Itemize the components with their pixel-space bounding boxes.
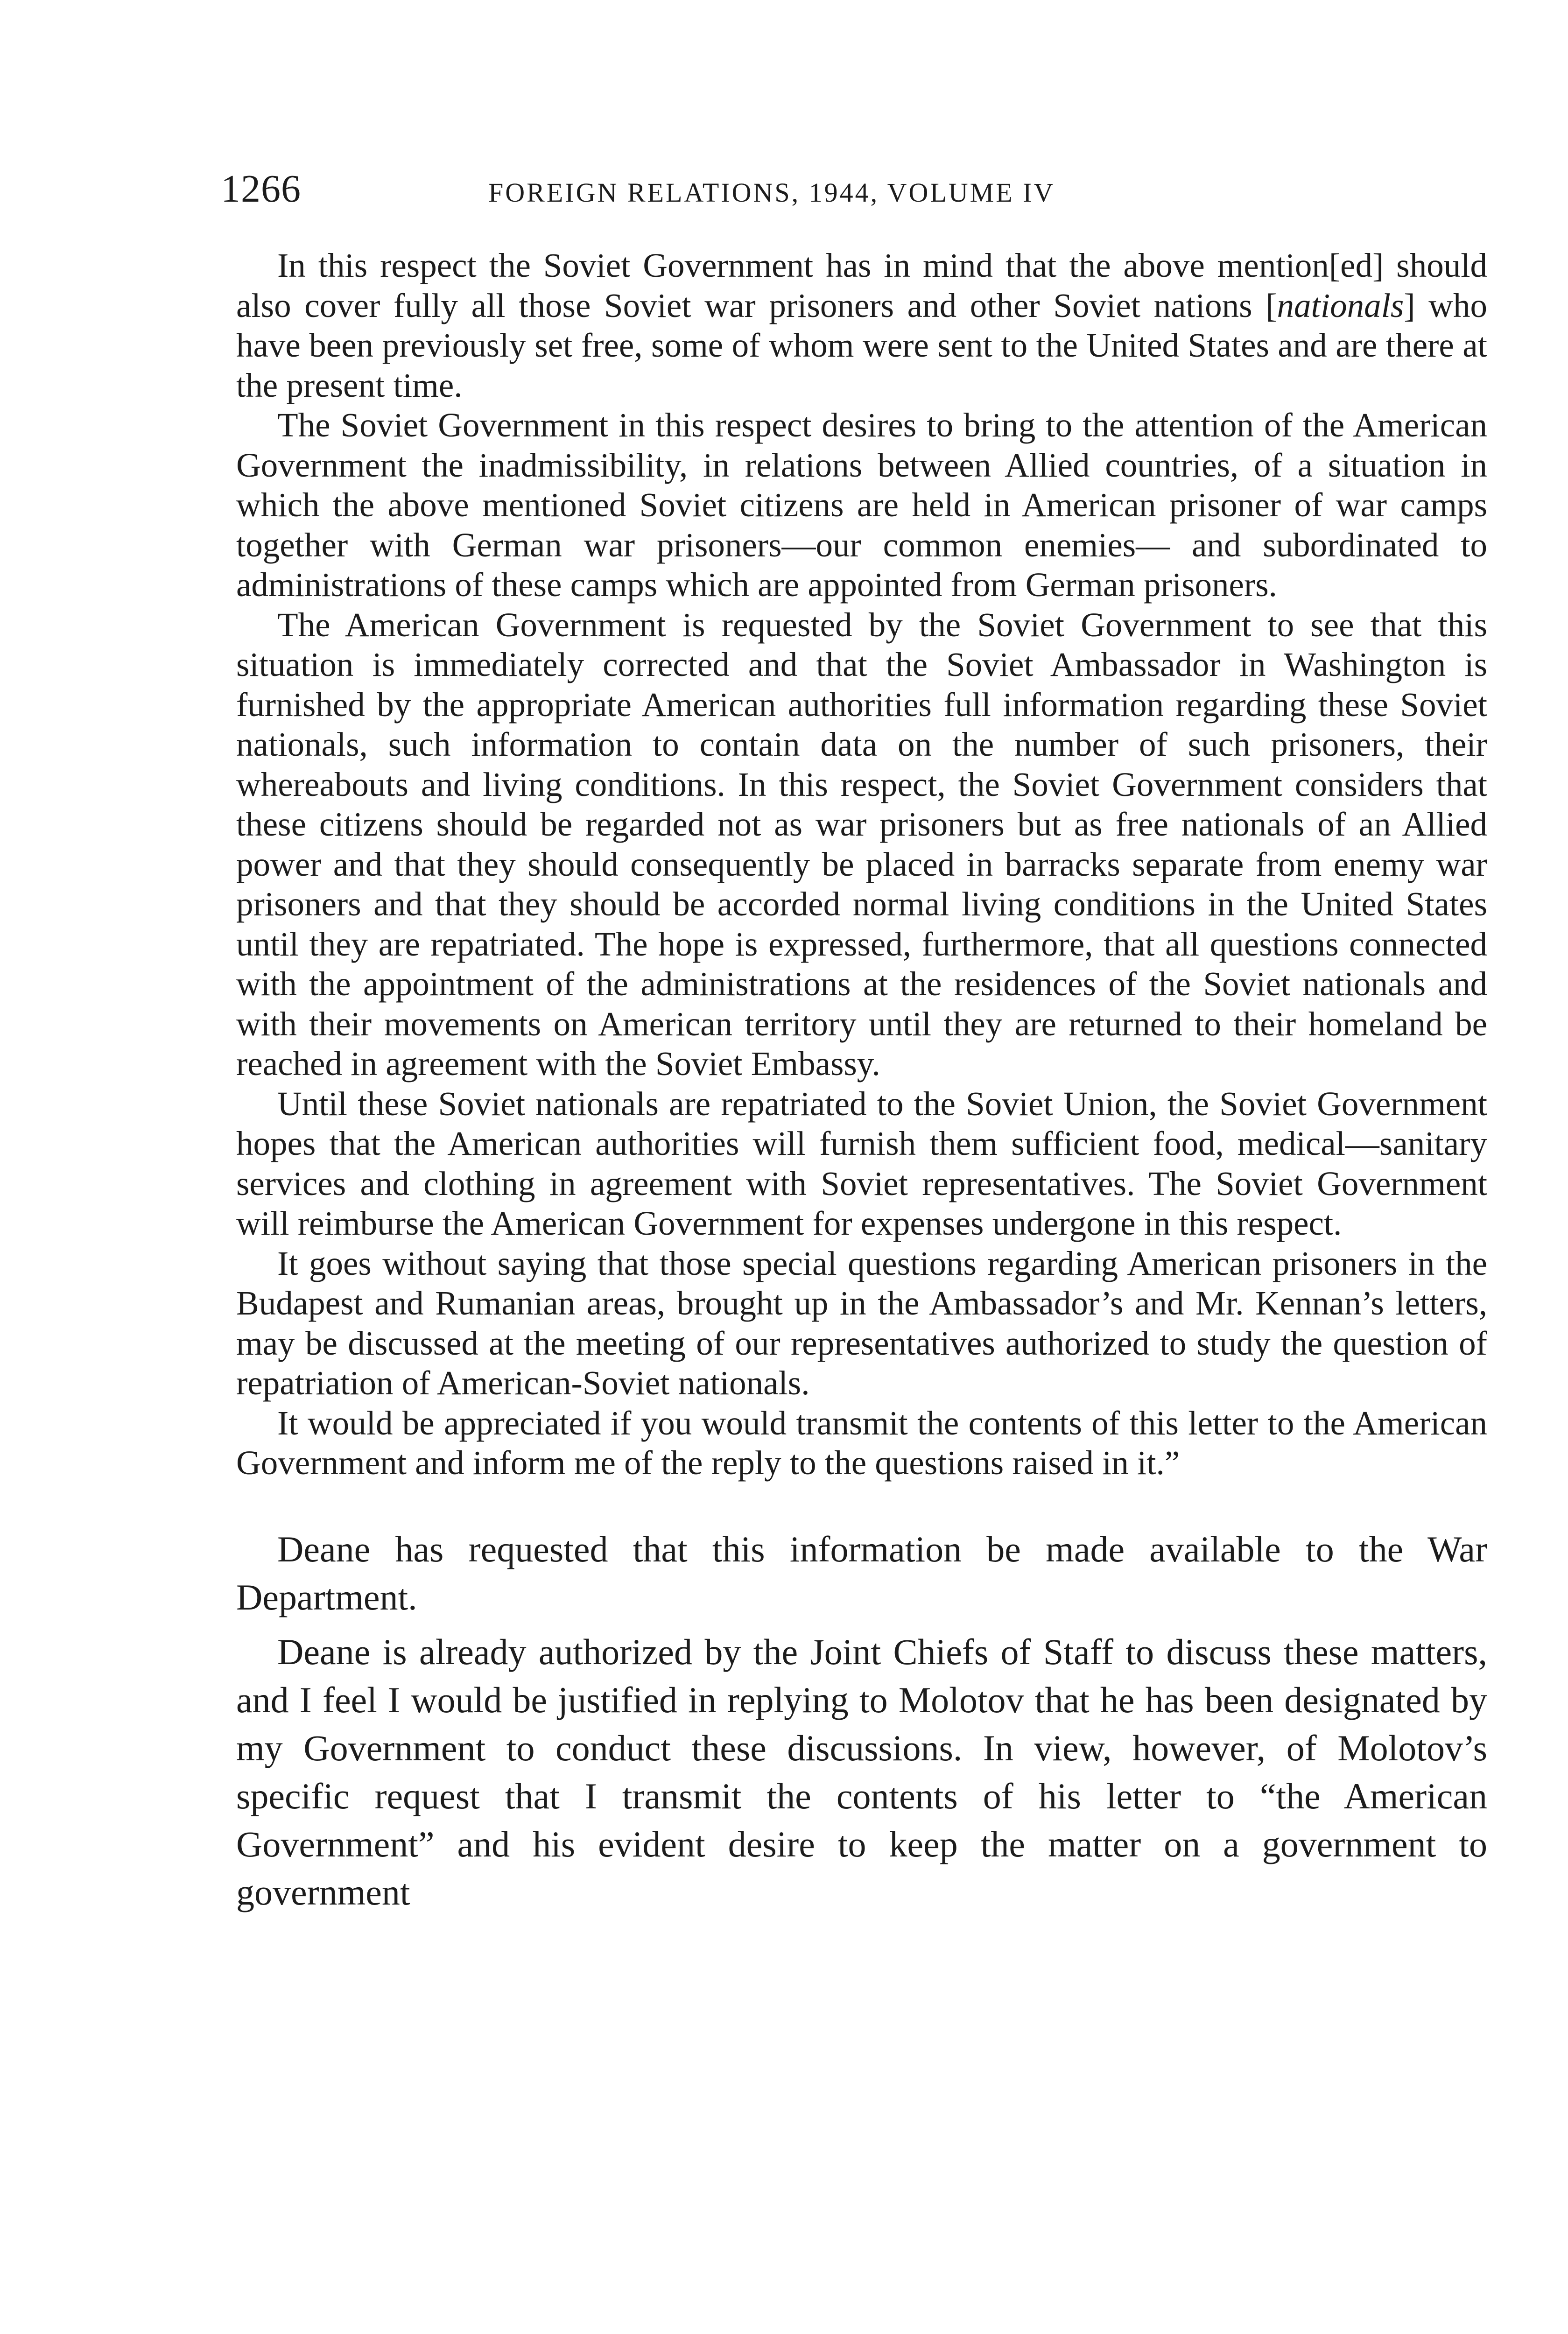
quote-paragraph: It would be appreciated if you would transmit the contents of this letter to the American Government and inform me of the reply to the questions raised in it.” <box>236 1404 1487 1482</box>
body-paragraph: Deane is already authorized by the Joint Chiefs of Staff to discuss these matters, and I feel I would be justified in replying to Molotov that he has been designated by my Government to conduct these discussions. In view, however, of Molotov’s specific request that I transmit the contents of his letter to “the American Government” and his evident desire to keep the matter on a government to government <box>236 1631 1487 1912</box>
running-title: FOREIGN RELATIONS, 1944, VOLUME IV <box>488 177 1055 208</box>
running-head <box>221 161 1472 217</box>
body-paragraph: Deane has requested that this information be made available to the War Department. <box>236 1528 1487 1617</box>
quoted-letter <box>236 246 1487 1483</box>
quote-paragraph: The American Government is requested by the Soviet Government to see that this situation is immediately corrected and that the Soviet Ambassador in Washington is furnished by the appropriate American authorities full information regarding these Soviet nationals, such information to contain data on the number of such prisoners, their whereabouts and living conditions. In this respect, the Soviet Government considers that these citizens should be regarded not as war prisoners but as free nationals of an Allied power and that they should consequently be placed in barracks separate from enemy war prisoners and that they should be accorded normal living conditions in the United States until they are repatriated. The hope is expressed, furthermore, that all questions connected with the appointment of the administrations at the residences of the Soviet nationals and with their movements on American territory until they are returned to their homeland be reached in agreement with the Soviet Embassy. <box>236 605 1487 1083</box>
quote-paragraph: Until these Soviet nationals are repatriated to the Soviet Union, the Soviet Government hopes that the American authorities will furnish them sufficient food, medical—sanitary services and clothing in agreement with Soviet representatives. The Soviet Government will reimburse the American Government for expenses undergone in this respect. <box>236 1084 1487 1242</box>
page-number: 1266 <box>221 167 301 211</box>
quote-paragraph: The Soviet Government in this respect desires to bring to the attention of the American Government the inadmissibility, in relations between Allied countries, of a situation in which the above mentioned Soviet citizens are held in American prisoner of war camps together with German war prisoners—our common enemies— and subordinated to administrations of these camps which are appointed from German prisoners. <box>236 406 1487 604</box>
quote-paragraph: It goes without saying that those special questions regarding American prisoners in the Budapest and Rumanian areas, brought up in the Ambassador’s and Mr. Kennan’s letters, may be discussed at the meeting of our representatives authorized to study the question of repatriation of American-Soviet nationals. <box>236 1244 1487 1402</box>
telegram-continuation <box>236 1525 1487 1916</box>
quote-paragraph: In this respect the Soviet Government has in mind that the above mention[ed] should also cover fully all those Soviet war prisoners and other Soviet nations [nationals] who have been previously set free, some of whom were sent to the United States and are there at the present time. <box>236 246 1488 404</box>
italic-correction: nationals <box>1277 286 1404 324</box>
body-text <box>236 246 1487 1923</box>
